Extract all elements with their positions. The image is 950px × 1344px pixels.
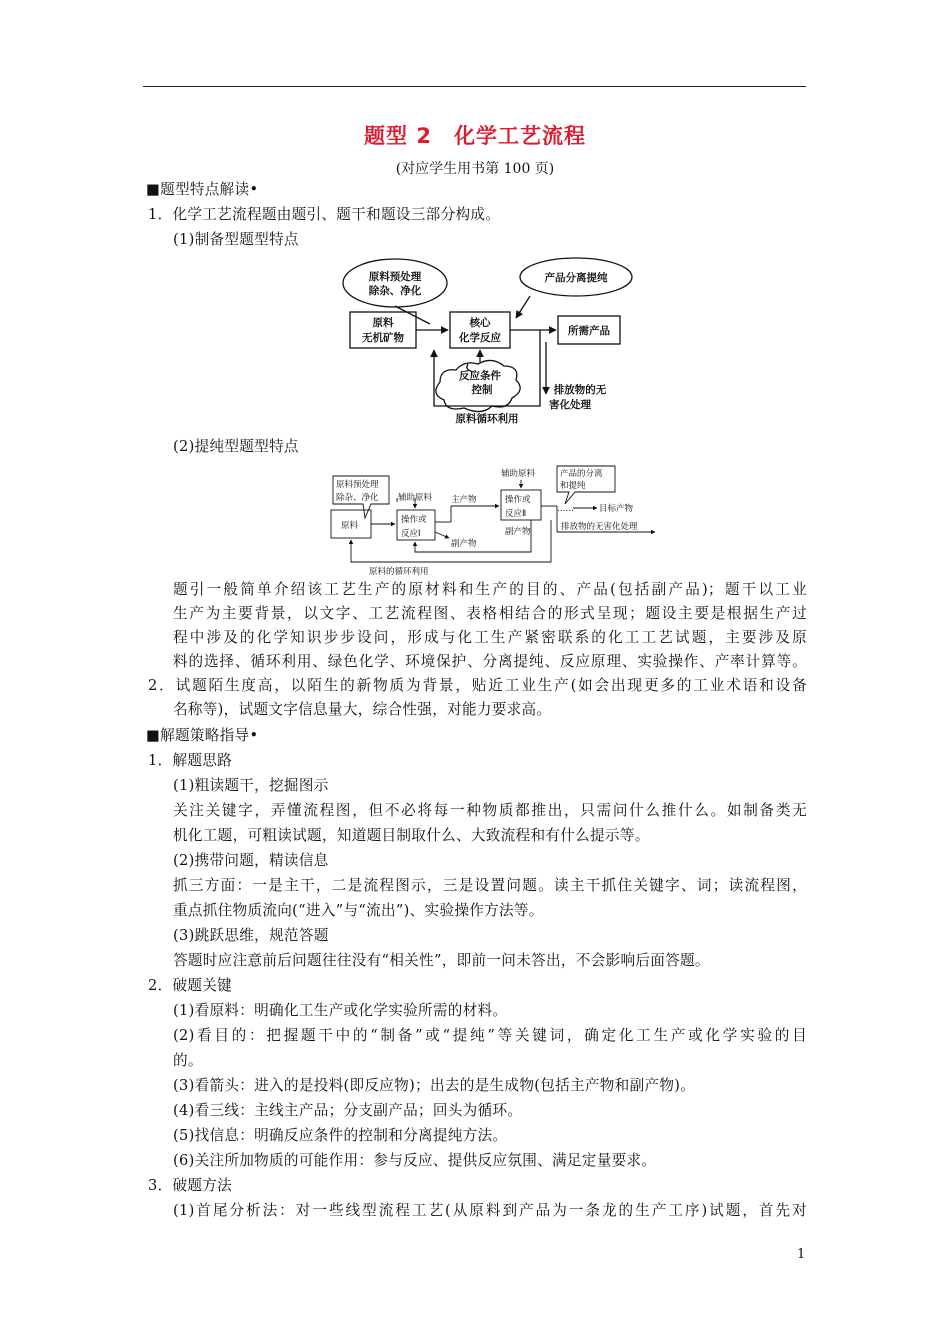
strategy-sub-2-text-1: 抓三方面：一是主干，二是流程图示，三是设置问题。读主干抓住关键字、词；读流程图，	[173, 877, 807, 894]
feature-item-2-line-2: 名称等)，试题文字信息量大，综合性强，对能力要求高。	[173, 701, 552, 718]
aux1-label: 辅助原料	[398, 493, 433, 503]
strategy-sub-1: (1)粗读题干，挖掘图示	[173, 777, 329, 794]
subheading-preparation: (1)制备型题型特点	[173, 231, 299, 248]
key-point-1: (1)看原料：明确化工生产或化学实验所需的材料。	[173, 1002, 508, 1019]
strategy-item-2: 2．破题关键	[148, 977, 233, 994]
intro-paragraph-line-1: 题引一般简单介绍该工艺生产的原材料和生产的目的、产品(包括副产品)；题干以工业	[173, 581, 807, 598]
intro-paragraph-line-3: 程中涉及的化学知识步步设问，形成与化工生产紧密联系的化工工艺试题，主要涉及原	[173, 629, 807, 646]
section-heading-features: ■题型特点解读•	[146, 181, 259, 198]
condition-line1: 反应条件	[459, 370, 501, 382]
key-point-3: (3)看箭头：进入的是投料(即反应物)；出去的是生成物(包括主产物和副产物)。	[173, 1077, 696, 1094]
aux2-label: 辅助原料	[501, 469, 536, 479]
top-rule	[143, 86, 806, 87]
key-point-2: (2)看目的：把握题干中的“制备”或“提纯”等关键词，确定化工生产或化学实验的目	[173, 1027, 807, 1044]
strategy-item-3: 3．破题方法	[148, 1177, 233, 1194]
pretreat-line2: 除杂、净化	[368, 285, 422, 297]
strategy-sub-3-text: 答题时应注意前后问题往往没有“相关性”，即前一问未答出，不会影响后面答题。	[173, 952, 710, 969]
condition-line2: 控制	[471, 384, 493, 396]
core-line2: 化学反应	[459, 332, 501, 344]
byproduct1-label: 副产物	[451, 539, 477, 549]
op1-line1: 操作或	[401, 515, 427, 525]
separation-label: 产品分离提纯	[544, 272, 608, 284]
waste-line1: 排放物的无	[553, 384, 607, 396]
pretreat-bubble	[343, 259, 447, 307]
op1-line2: 反应Ⅰ	[401, 529, 421, 539]
pre-line1: 原料预处理	[336, 480, 379, 490]
section-heading-strategy: ■解题策略指导•	[146, 727, 259, 744]
main-product-label: 主产物	[451, 495, 477, 505]
op2-line1: 操作或	[505, 495, 531, 505]
strategy-sub-1-text-1: 关注关键字，弄懂流程图，但不必将每一种物质都推出，只需问什么推什么。如制备类无	[173, 802, 807, 819]
op2-line2: 反应Ⅱ	[505, 509, 527, 519]
key-point-6: (6)关注所加物质的可能作用：参与反应、提供反应氛围、满足定量要求。	[173, 1152, 657, 1169]
strategy-sub-2-text-2: 重点抓住物质流向(“进入”与“流出”)、实验操作方法等。	[173, 902, 544, 919]
dots-label: ……	[557, 504, 574, 514]
strategy-item-1: 1．解题思路	[148, 752, 233, 769]
feature-item-1: 1．化学工艺流程题由题引、题干和题设三部分构成。	[148, 206, 501, 223]
strategy-sub-1-text-2: 机化工题，可粗读试题，知道题目制取什么、大致流程和有什么提示等。	[173, 827, 650, 844]
method-1: (1)首尾分析法：对一些线型流程工艺(从原料到产品为一条龙的生产工序)试题，首先对	[173, 1202, 807, 1219]
feature-item-2-line-1: 2．试题陌生度高，以陌生的新物质为背景，贴近工业生产(如会出现更多的工业术语和设备	[148, 677, 807, 694]
purification-flow-diagram	[325, 462, 665, 578]
recycle-label: 原料循环利用	[455, 413, 519, 425]
pre-line2: 除杂、净化	[336, 493, 379, 503]
preparation-flow-diagram	[340, 252, 640, 432]
intro-paragraph-line-4: 料的选择、循环利用、绿色化学、环境保护、分离提纯、反应原理、实验操作、产率计算等。	[173, 653, 807, 670]
raw-label: 原料	[341, 521, 359, 531]
core-line1: 核心	[469, 317, 491, 329]
strategy-sub-3: (3)跳跃思维，规范答题	[173, 927, 329, 944]
sep-line1: 产品的分离	[560, 469, 603, 479]
key-point-4: (4)看三线：主线主产品；分支副产品；回头为循环。	[173, 1102, 523, 1119]
pretreat-line1: 原料预处理	[368, 271, 422, 283]
waste-line2: 害化处理	[549, 399, 591, 411]
byproduct2-label: 副产物	[505, 527, 531, 537]
recycle-label-2: 原料的循环利用	[369, 567, 429, 577]
raw-line1: 原料	[372, 317, 394, 329]
key-point-2-cont: 的。	[173, 1052, 203, 1069]
key-point-5: (5)找信息：明确反应条件的控制和分离提纯方法。	[173, 1127, 508, 1144]
target-label: 目标产物	[599, 504, 634, 514]
intro-paragraph-line-2: 生产为主要背景，以文字、工艺流程图、表格相结合的形式呈现；题设主要是根据生产过	[173, 605, 807, 622]
page-title: 题型 2 化学工艺流程	[364, 124, 586, 148]
waste-label: 排放物的无害化处理	[561, 522, 638, 532]
page-number: 1	[797, 1247, 806, 1262]
product-label: 所需产品	[568, 325, 610, 337]
raw-line2: 无机矿物	[362, 332, 404, 344]
strategy-sub-2: (2)携带问题，精读信息	[173, 852, 329, 869]
subheading-purification: (2)提纯型题型特点	[173, 438, 299, 455]
page-subtitle: (对应学生用书第 100 页)	[395, 161, 555, 177]
sep-line2: 和提纯	[560, 481, 586, 491]
